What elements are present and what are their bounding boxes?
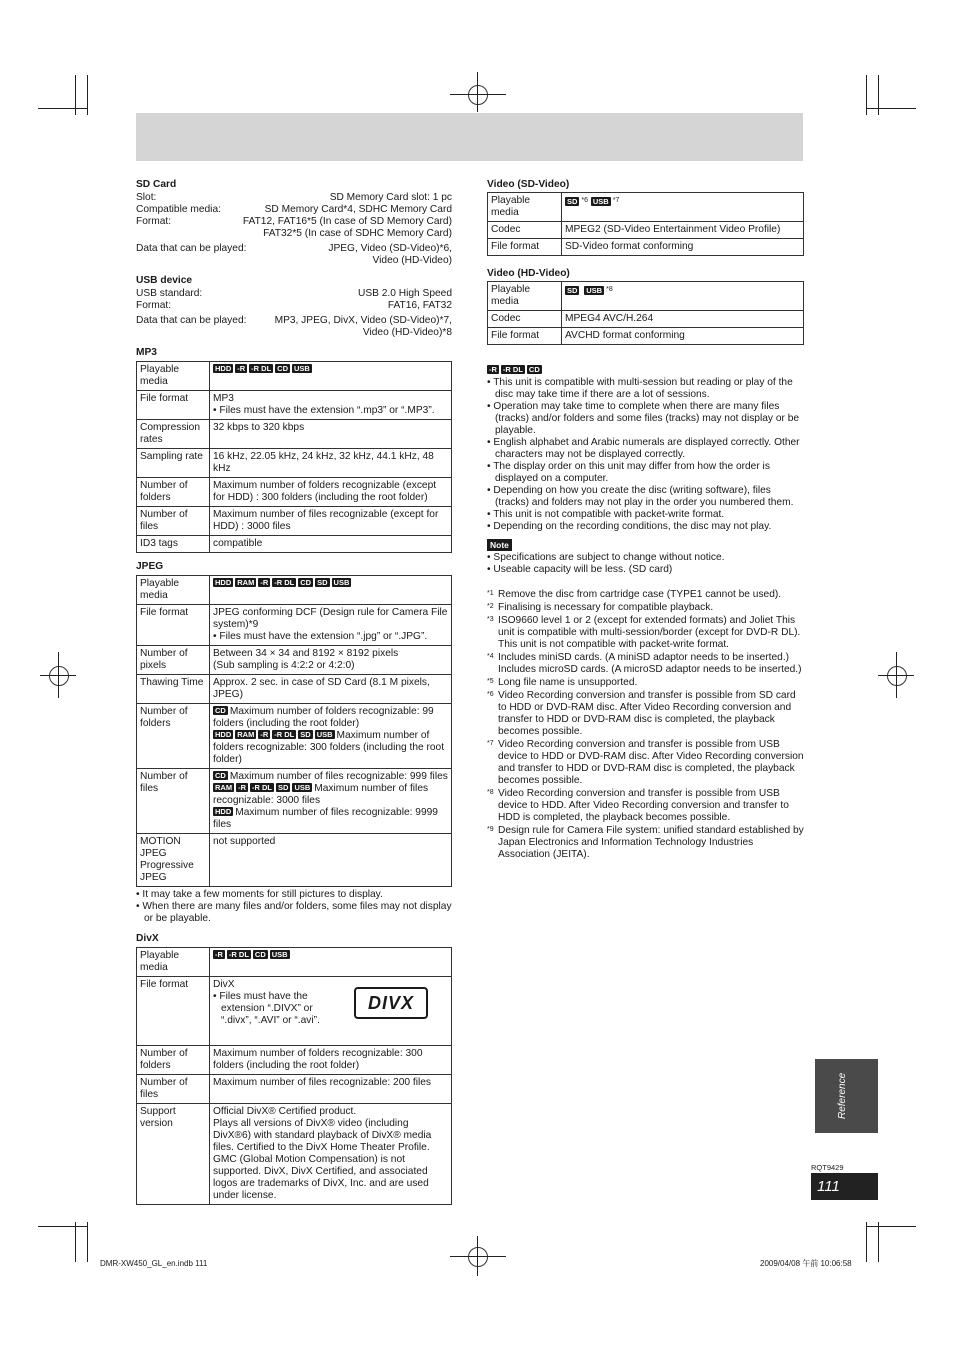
- table-row: Playable media SD USB $^{*8}$: [488, 282, 804, 311]
- footnote: *3 ISO9660 level 1 or 2 (except for extended formats) and Joliet This unit is compatible with multi-session/border (except for DVD-R DL). This unit is not compatible with packet-write format.: [487, 615, 801, 650]
- table-row: ID3 tags compatible: [137, 536, 452, 553]
- footnote: *4 Includes miniSD cards. (A miniSD adaptor needs to be inserted.) Includes microSD cards. (A microSD adaptor needs to be inserted.): [487, 652, 802, 675]
- table-row: Support version Official DivX® Certified product. Plays all versions of DivX® video (including DivX®6) with standard playback of DivX® media files. Certified to the DivX Home Theater Profile. GMC (Global Motion Compensation) is not supported. DivX, DivX Certified, and associated logos are trademarks of DivX, Inc. and are used under license.: [137, 1104, 452, 1205]
- crop-mark: [866, 1226, 916, 1227]
- crop-mark: [477, 72, 478, 112]
- note-items: • Specifications are subject to change without notice. • Useable capacity will be less. (SD card): [487, 552, 725, 575]
- footnote: *8 Video Recording conversion and transfer is possible from USB device to HDD. After Video Recording conversion and transfer to HDD is completed, the playback becomes possible.: [487, 788, 789, 823]
- crop-mark: [866, 75, 867, 115]
- crop-mark: [450, 94, 506, 95]
- jpeg-table: [136, 575, 452, 887]
- crop-mark: [87, 75, 88, 115]
- usb-device-specs: USB standard: USB 2.0 High Speed Format: FAT16, FAT32 Data that can be played: MP3, JPEG, DivX, Video (SD-Video)*7, Video (HD-Video)*8: [136, 288, 452, 338]
- divx-logo: DIVX: [354, 987, 428, 1019]
- crop-mark: [75, 75, 76, 115]
- table-row: Playable media HDD RAM -R -R DL CD SD USB: [137, 576, 452, 605]
- footnotes: [487, 588, 804, 861]
- table-row: Number of folders Maximum number of folders recognizable (except for HDD) : 300 folders (including the root folder): [137, 478, 452, 507]
- registration-mark: [49, 666, 69, 686]
- crop-mark: [450, 1256, 506, 1257]
- crop-mark: [878, 75, 879, 115]
- registration-mark: [468, 85, 488, 105]
- table-row: Playable media HDD -R -R DL CD USB: [137, 362, 452, 391]
- right-column: [487, 179, 804, 861]
- page-number: 111: [811, 1173, 878, 1200]
- table-row: Number of files CD Maximum number of files recognizable: 999 files RAM -R -R DL SD USB Maximum number of files recognizable: 3000 files HDD Maximum number of files recognizable: 9999 files: [137, 769, 452, 834]
- registration-mark: [468, 1247, 488, 1267]
- table-row: Sampling rate 16 kHz, 22.05 kHz, 24 kHz, 32 kHz, 44.1 kHz, 48 kHz: [137, 449, 452, 478]
- left-column: [136, 179, 452, 1205]
- table-row: Playable media -R -R DL CD USB: [137, 948, 452, 977]
- disc-notes: • This unit is compatible with multi-session but reading or play of the disc may take time if there are a lot of sessions. • Operation may take time to complete when there are many files (tracks) and/or folders and some files (tracks) may not display or be playable. • English alphabet and Arabic numerals are displayed correctly. Other characters may not be displayed correctly. • The display order on this unit may differ from how the order is displayed on a computer. • Depending on how you create the disc (writing software), files (tracks) and folders may not play in the order you numbered them. • This unit is not compatible with packet-write format. • Depending on the recording conditions, the disc may not play.: [487, 377, 800, 532]
- table-row: Codec MPEG4 AVC/H.264: [488, 311, 804, 328]
- doc-code: RQT9429: [811, 1163, 844, 1172]
- sd-card-heading: SD Card: [136, 179, 177, 190]
- usb-device-heading: USB device: [136, 275, 193, 286]
- crop-mark: [866, 1222, 867, 1262]
- disc-badges: -R -R DL CD: [489, 365, 540, 374]
- video-hd-heading: Video (HD-Video): [487, 268, 570, 279]
- crop-mark: [87, 1222, 88, 1262]
- table-row: File format MP3 • Files must have the extension “.mp3” or “.MP3”.: [137, 391, 452, 420]
- table-row: Number of pixels Between 34 × 34 and 8192 × 8192 pixels (Sub sampling is 4:2:2 or 4:2:0): [137, 646, 452, 675]
- crop-mark: [866, 108, 916, 109]
- table-row: File format JPEG conforming DCF (Design rule for Camera File system)*9 • Files must have the extension “.jpg” or “.JPG”.: [137, 605, 452, 646]
- footer-right: 2009/04/08 午前 10:06:58: [760, 1259, 852, 1268]
- table-row: Codec MPEG2 (SD-Video Entertainment Video Profile): [488, 222, 804, 239]
- footer-left: DMR-XW450_GL_en.indb 111: [100, 1259, 208, 1268]
- divx-heading: DivX: [136, 933, 159, 944]
- footnote: *1 Remove the disc from cartridge case (TYPE1 cannot be used).: [487, 589, 782, 600]
- crop-mark: [878, 1222, 879, 1262]
- table-row: Number of files Maximum number of files recognizable (except for HDD) : 3000 files: [137, 507, 452, 536]
- header-bar: [136, 113, 803, 161]
- table-row: MOTION JPEG Progressive JPEG not supported: [137, 834, 452, 887]
- table-row: Compression rates 32 kbps to 320 kbps: [137, 420, 452, 449]
- footnote: *2 Finalising is necessary for compatible playback.: [487, 602, 714, 613]
- note-label: Note: [487, 539, 512, 551]
- table-row: Thawing Time Approx. 2 sec. in case of SD Card (8.1 M pixels, JPEG): [137, 675, 452, 704]
- crop-mark: [58, 652, 59, 698]
- table-row: File format DivX • Files must have the extension “.DIVX” or “.divx”, “.AVI” or “.avi”. DIVX: [137, 977, 452, 1046]
- crop-mark: [75, 1222, 76, 1262]
- side-tab-reference[interactable]: Reference: [815, 1059, 878, 1133]
- table-row: Number of folders CD Maximum number of folders recognizable: 99 folders (including the root folder) HDD RAM -R -R DL SD USB Maximum number of folders recognizable: 300 folders (including the root folder): [137, 704, 452, 769]
- table-row: Number of folders Maximum number of folders recognizable: 300 folders (including the root folder): [137, 1046, 452, 1075]
- divx-table: [136, 947, 452, 1205]
- crop-mark: [38, 108, 88, 109]
- jpeg-notes: • It may take a few moments for still pictures to display. • When there are many files and/or folders, some files may not display or be playable.: [136, 889, 452, 924]
- registration-mark: [887, 666, 907, 686]
- crop-mark: [477, 1236, 478, 1276]
- mp3-table: [136, 361, 452, 553]
- mp3-heading: MP3: [136, 347, 157, 358]
- table-row: File format AVCHD format conforming: [488, 328, 804, 345]
- table-row: Number of files Maximum number of files recognizable: 200 files: [137, 1075, 452, 1104]
- crop-mark: [896, 652, 897, 698]
- footnote: *6 Video Recording conversion and transfer is possible from SD card to HDD or DVD-RAM disc. After Video Recording conversion and transfer to HDD or DVD-RAM disc is completed, the playback becomes possible.: [487, 690, 796, 737]
- crop-mark: [38, 1226, 88, 1227]
- footnote: *9 Design rule for Camera File system: unified standard established by Japan Electronics and Information Technology Industries Association (JEITA).: [487, 825, 804, 860]
- table-row: File format SD-Video format conforming: [488, 239, 804, 256]
- video-hd-table: [487, 281, 804, 345]
- table-row: Playable media SD $^{*6}$ USB $^{*7}$: [488, 193, 804, 222]
- footnote: *7 Video Recording conversion and transfer is possible from USB device to HDD or DVD-RAM disc. After Video Recording conversion and transfer to HDD or DVD-RAM disc is completed, the playback becomes possible.: [487, 739, 804, 786]
- jpeg-heading: JPEG: [136, 561, 164, 572]
- video-sd-heading: Video (SD-Video): [487, 179, 570, 190]
- footnote: *5 Long file name is unsupported.: [487, 677, 638, 688]
- sd-card-specs: Slot: SD Memory Card slot: 1 pc Compatible media: SD Memory Card*4, SDHC Memory Card Format: FAT12, FAT16*5 (In case of SD Memory Card) FAT32*5 (In case of SDHC Memory Card) Data that can be played: JPEG, Video (SD-Video)*6, Video (HD-Video): [136, 192, 452, 266]
- video-sd-table: [487, 192, 804, 256]
